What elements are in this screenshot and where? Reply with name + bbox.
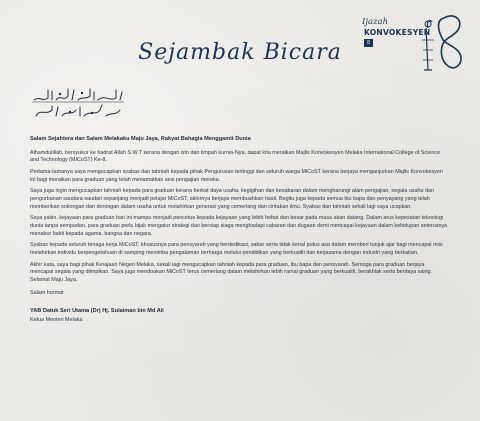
paragraph: Pertama-tamanya saya mengucapkan syabas dan tahniah kepada pihak Pengurusan tertinggi dan seluruh warga MiCoST kerana berjaya menganjurkan Majlis Konvokesyen ini bagi meraikan para graduan yang telah menamatkan sesi pengajian mereka. xyxy=(30,168,443,183)
logo-main-text: KONVOKESYEN xyxy=(364,28,431,37)
logo-script-text: Ijazah xyxy=(362,17,389,27)
signatory-name: YAB Datuk Seri Utama (Dr) Hj. Sulaiman bin Md Ali xyxy=(30,308,164,315)
signatory-title: Ketua Menteri Melaka xyxy=(30,316,83,323)
page-title: Sejambak Bicara xyxy=(138,40,342,65)
logo-badge: 8 xyxy=(364,39,373,47)
paragraph: Saya yakin, kejayaan para graduan hari ini mampu menjadi pencetus kepada kejayaan yang lebih hebat dan besar pada masa akan datang. Dalam arus kepesatan teknologi dunia tanpa sempadan, para graduan perlu bijak mengatur strategi dan bersiap siaga menghadapi cabaran dan dugaan demi mencapai kejayaan dalam kehidupan seterusnya menabur bakti kepada agama, bangsa dan negara. xyxy=(30,215,448,237)
paragraph: Saya juga ingin mengucapkan tahniah kepada para graduan kerana berkat daya usaha, kegigihan dan kesabaran dalam mengharungi alam pengajian, segala usaha dan pengorbanan saudara saudari sepanjang menjadi pelajar MiCoST, akhirnya berjaya membuahkan hasil. Begitu juga kepada semua ibu bapa dan penyayang yang telah memberikan sokongan dan dorongan dalam usaha untuk melahirkan generasi yang cemerlang dan cintakan ilmu. Syabas dan tahniah sekali lagi saya ucapkan. xyxy=(30,188,434,210)
message-body xyxy=(30,136,448,328)
greeting-line: Salam Sejahtera dan Salam Melakaku Maju Jaya, Rakyat Bahagia Menggamit Dunia xyxy=(30,136,251,142)
paragraph: Alhamdulillah, bersyukur ke hadrat Allah S.W.T kerana dengan izin dan limpah kurnia-Nya, dapat kita meraikan Majlis Konvokesyen Melaka International College of Science and Technology (MICoST) Ke-8. xyxy=(30,149,441,164)
paragraph: Syabas kepada seluruh tenaga kerja MiCoST, khususnya para pensyarah yang berdedikasi, sabar serta tidak kenal putus asa dalam memberi tunjuk ajar bagi mencapai misi melahirkan individu berpengetahuan di samping menimba pengalaman berharga melalui pendidikan yang berkualiti dan kerjasama dengan industri yang berkaitan. xyxy=(30,242,443,256)
closing-line: Salam hormat xyxy=(30,290,64,297)
signature-block xyxy=(30,290,448,324)
arabic-calligraphy-icon xyxy=(30,86,126,120)
paragraph: Akhir kata, saya bagi pihak Kerajaan Negeri Melaka, sekali lagi mengucapkan tahniah kepada para graduan, ibu bapa dan pensyarah. Semoga para graduan berjaya mencapai segala yang diimpikan. Saya juga mendoakan MiCoST terus cemerlang dalam melahirkan lebih ramai graduan yang berkualiti, berakhlak serta berdaya saing. Selamat Maju Jaya. xyxy=(30,261,433,283)
